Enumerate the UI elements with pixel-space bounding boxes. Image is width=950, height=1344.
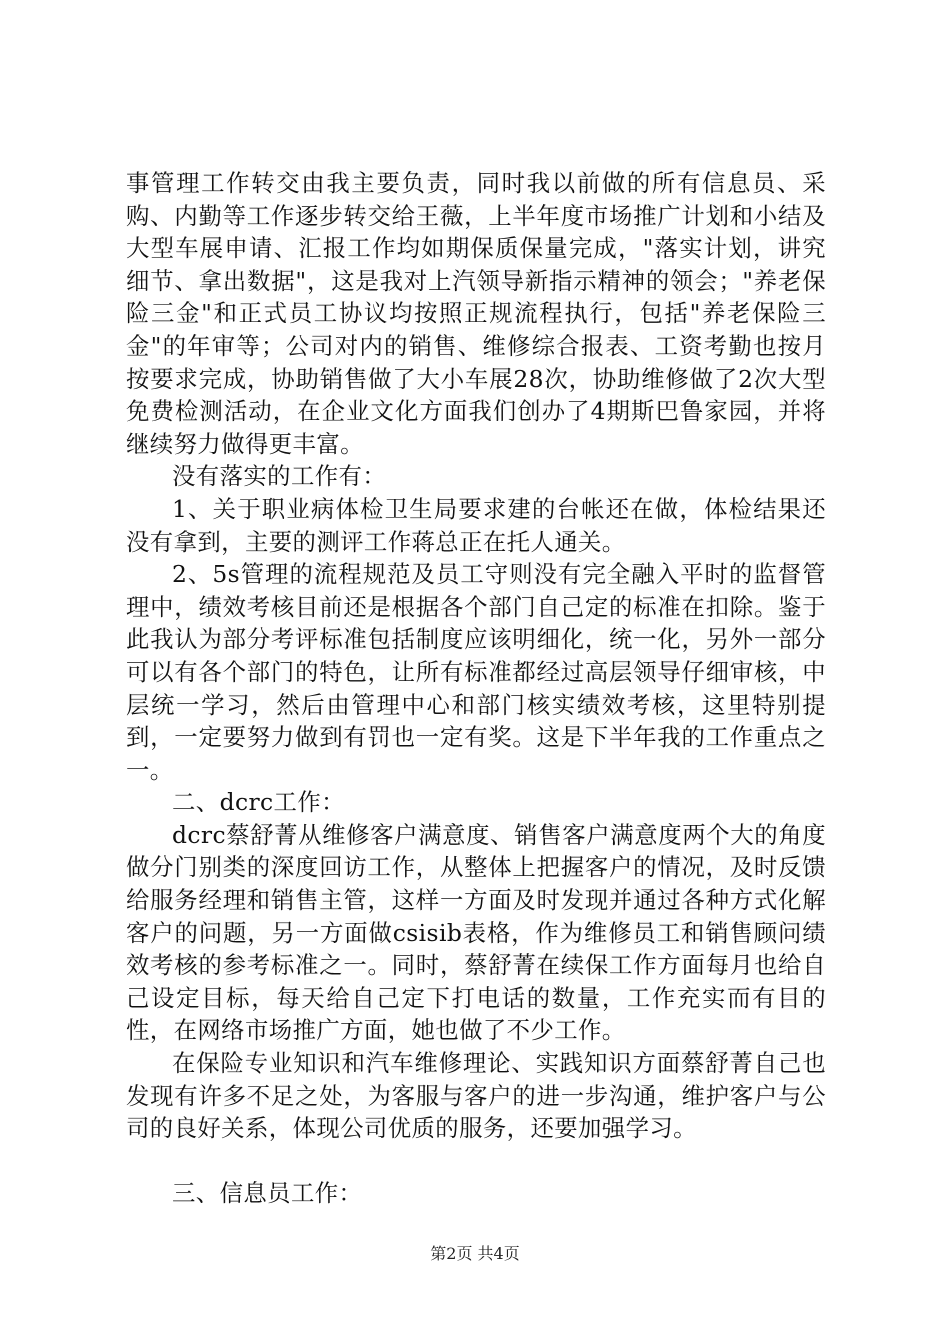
paragraph-item-1: 1、关于职业病体检卫生局要求建的台帐还在做，体检结果还没有拿到，主要的测评工作蒋总正在托人通关。 [126,494,826,556]
paragraph-item-2: 2、5s管理的流程规范及员工守则没有完全融入平时的监督管理中，绩效考核目前还是根据各个部门自己定的标准在扣除。鉴于此我认为部分考评标准包括制度应该明细化，统一化，另外一部分可以有各个部门的特色，让所有标准都经过高层领导仔细审核，中层统一学习，然后由管理中心和部门核实绩效考核，这里特别提到，一定要努力做到有罚也一定有奖。这是下半年我的工作重点之一。 [126,560,826,784]
paragraph-unfinished-heading: 没有落实的工作有： [172,462,387,491]
section-heading-info-staff: 三、信息员工作： [172,1178,363,1207]
document-body [126,167,826,1209]
paragraph-dcrc-work: dcrc蔡舒菁从维修客户满意度、销售客户满意度两个大的角度做分门别类的深度回访工作，从整体上把握客户的情况，及时反馈给服务经理和销售主管，这样一方面及时发现并通过各种方式化解客户的问题，另一方面做csisib表格，作为维修员工和销售顾问绩效考核的参考标准之一。同时，蔡舒菁在续保工作方面每月也给自己设定目标，每天给自己定下打电话的数量，工作充实而有目的性，在网络市场推广方面，她也做了不少工作。 [126,820,826,1045]
paragraph-dcrc-learning: 在保险专业知识和汽车维修理论、实践知识方面蔡舒菁自己也发现有许多不足之处，为客服与客户的进一步沟通，维护客户与公司的良好关系，体现公司优质的服务，还要加强学习。 [126,1049,826,1143]
page-number-footer: 第2页 共4页 [430,1244,520,1263]
paragraph-work-summary: 事管理工作转交由我主要负责，同时我以前做的所有信息员、采购、内勤等工作逐步转交给王薇，上半年度市场推广计划和小结及大型车展申请、汇报工作均如期保质保量完成，"落实计划，讲究细节、拿出数据"，这是我对上汽领导新指示精神的领会；"养老保险三金"和正式员工协议均按照正规流程执行，包括"养老保险三金"的年审等；公司对内的销售、维修综合报表、工资考勤也按月按要求完成，协助销售做了大小车展28次，协助维修做了2次大型免费检测活动，在企业文化方面我们创办了4期斯巴鲁家园，并将继续努力做得更丰富。 [126,169,826,458]
section-heading-dcrc: 二、dcrc工作： [172,788,345,817]
